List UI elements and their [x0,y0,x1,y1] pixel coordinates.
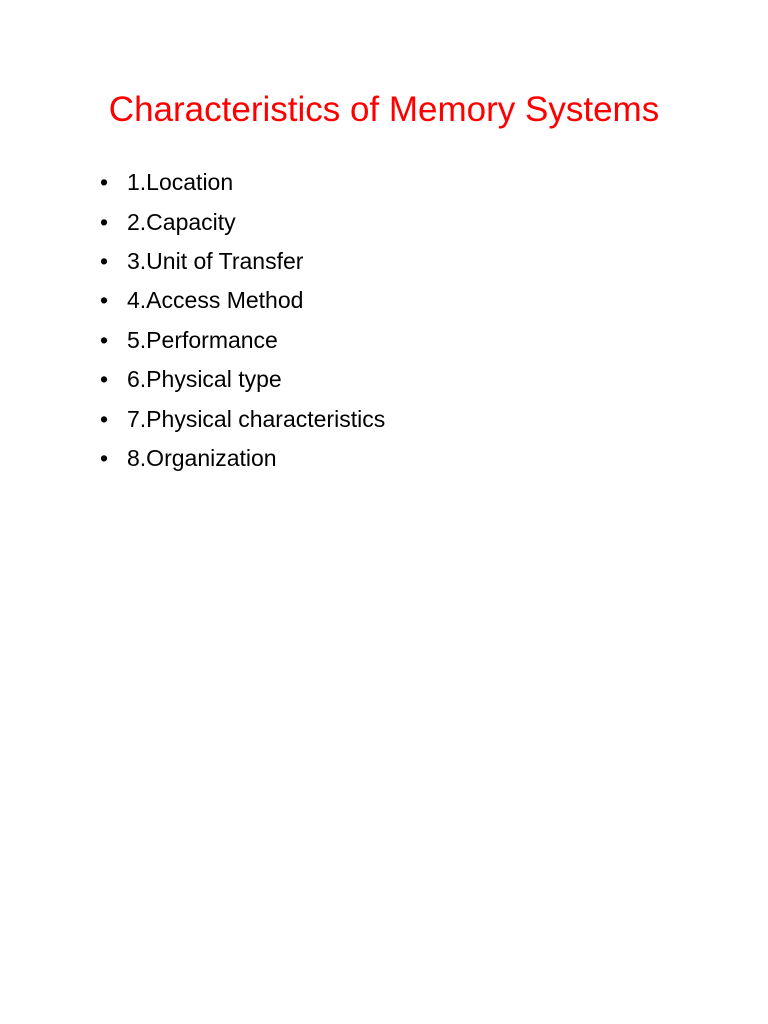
bullet-icon: • [100,169,109,196]
bullet-icon: • [100,247,109,274]
list-item [100,242,385,281]
slide-title: Characteristics of Memory Systems [108,90,660,129]
list-item [100,360,385,399]
list-item [100,202,385,241]
bullet-icon: • [100,405,109,432]
bullet-icon: • [100,208,109,235]
list-item-label: 1.Location [127,169,234,196]
list-item-label: 4.Access Method [127,287,304,314]
list-item [100,399,385,438]
bullet-icon: • [100,287,109,314]
list-item [100,439,385,478]
bullet-icon: • [100,366,109,393]
list-item-label: 6.Physical type [127,366,282,393]
list-item [100,321,385,360]
bullet-icon: • [100,326,109,353]
bullet-list [100,163,385,478]
list-item-label: 8.Organization [127,444,277,471]
list-item [100,163,385,202]
list-item-label: 7.Physical characteristics [127,405,386,432]
bullet-icon: • [100,444,109,471]
list-item [100,281,385,320]
list-item-label: 2.Capacity [127,208,236,235]
list-item-label: 5.Performance [127,326,278,353]
list-item-label: 3.Unit of Transfer [127,247,304,274]
